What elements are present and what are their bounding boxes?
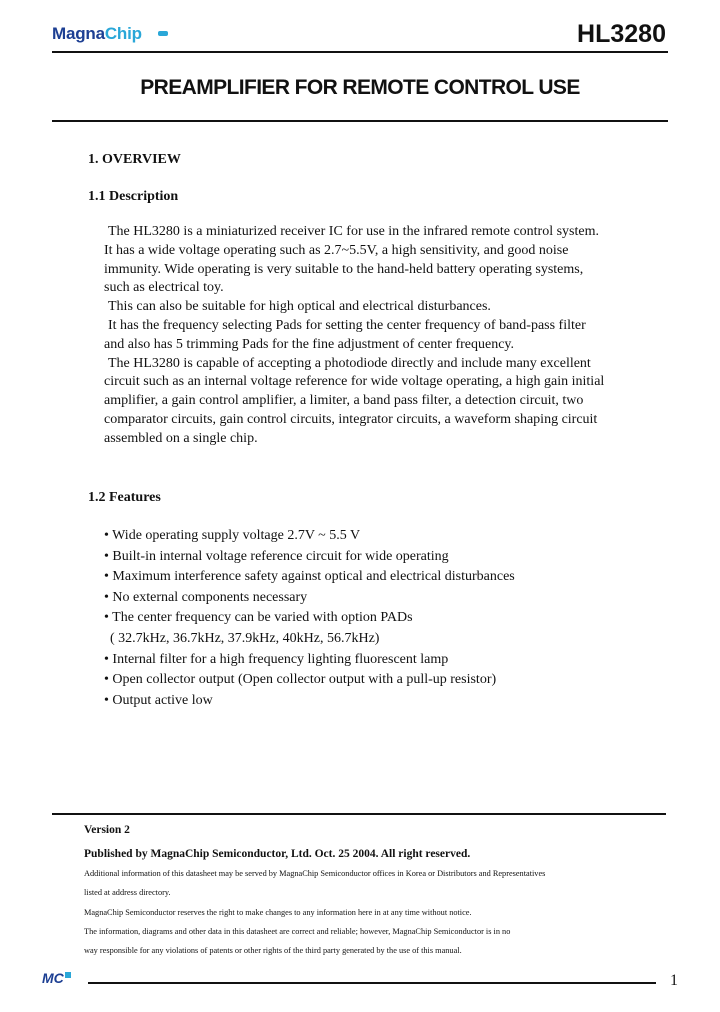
- footer-rule: [52, 813, 666, 815]
- footer-note: The information, diagrams and other data in this datasheet are correct and reliable; however, MagnaChip Semiconductor is in no: [84, 926, 511, 936]
- feature-item: • Built-in internal voltage reference circuit for wide operating: [104, 548, 449, 564]
- description-line: The HL3280 is a miniaturized receiver IC for use in the infrared remote control system.: [108, 224, 599, 239]
- footer-note: way responsible for any violations of patents or other rights of the third party generated by the use of this manual.: [84, 946, 462, 956]
- mc-logo-text: MC: [42, 970, 64, 986]
- title-rule: [52, 120, 668, 122]
- part-number: HL3280: [577, 20, 666, 48]
- mc-logo: [42, 970, 71, 986]
- description-line: immunity. Wide operating is very suitable to the hand-held battery operating systems,: [104, 261, 584, 277]
- description-line: The HL3280 is capable of accepting a photodiode directly and include many excellent: [108, 355, 591, 371]
- features-list: [104, 526, 515, 711]
- page-number: 1: [670, 972, 678, 989]
- description-line: amplifier, a gain control amplifier, a limiter, a band pass filter, a detection circuit, two: [104, 393, 584, 409]
- description-line: comparator circuits, gain control circuits, integrator circuits, a waveform shaping circuit: [104, 411, 598, 427]
- feature-item-frequencies: ( 32.7kHz, 36.7kHz, 37.9kHz, 40kHz, 56.7kHz): [110, 630, 380, 646]
- feature-item: • Wide operating supply voltage 2.7V ~ 5.5 V: [104, 528, 361, 543]
- description-line: and also has 5 trimming Pads for the fine adjustment of center frequency.: [104, 336, 515, 352]
- description-line: circuit such as an internal voltage reference for wide voltage operating, a high gain initial: [104, 374, 605, 390]
- magnachip-logo: [52, 24, 142, 44]
- feature-item: • The center frequency can be varied with option PADs: [104, 610, 413, 626]
- feature-item: • No external components necessary: [104, 589, 308, 605]
- footer-note: listed at address directory.: [84, 888, 171, 898]
- feature-item: • Maximum interference safety against optical and electrical disturbances: [104, 569, 515, 585]
- feature-item: • Internal filter for a high frequency lighting fluorescent lamp: [104, 651, 449, 667]
- published-line: Published by MagnaChip Semiconductor, Ltd. Oct. 25 2004. All right reserved.: [84, 848, 471, 860]
- description-line: This can also be suitable for high optical and electrical disturbances.: [108, 299, 491, 315]
- logo-text-chip: Chip: [104, 24, 142, 43]
- header-rule: [52, 51, 668, 53]
- description-line: It has a wide voltage operating such as 2.7~5.5V, a high sensitivity, and good noise: [104, 242, 569, 258]
- feature-item: • Open collector output (Open collector output with a pull-up resistor): [104, 672, 497, 688]
- feature-item: • Output active low: [104, 692, 213, 708]
- description-line: assembled on a single chip.: [104, 430, 258, 446]
- overview-heading: 1. OVERVIEW: [88, 152, 181, 167]
- logo-text-magna: Magna: [52, 24, 105, 43]
- footer-note: MagnaChip Semiconductor reserves the right to make changes to any information here in at any time without notice.: [84, 907, 472, 917]
- version-label: Version 2: [84, 824, 130, 836]
- footer-notes: [84, 864, 644, 960]
- mc-logo-mark-icon: [65, 972, 71, 978]
- footer-note: Additional information of this datasheet may be served by MagnaChip Semiconductor offices in Korea or Distributors and Representatives: [84, 869, 546, 878]
- description-line: It has the frequency selecting Pads for setting the center frequency of band-pass filter: [108, 317, 586, 333]
- description-line: such as electrical toy.: [104, 280, 224, 296]
- description-heading: 1.1 Description: [88, 189, 179, 204]
- features-heading: 1.2 Features: [88, 490, 161, 505]
- document-title: PREAMPLIFIER FOR REMOTE CONTROL USE: [140, 76, 580, 99]
- logo-mark-icon: [158, 31, 168, 36]
- description-paragraph: [104, 223, 664, 449]
- bottom-rule: [88, 982, 656, 984]
